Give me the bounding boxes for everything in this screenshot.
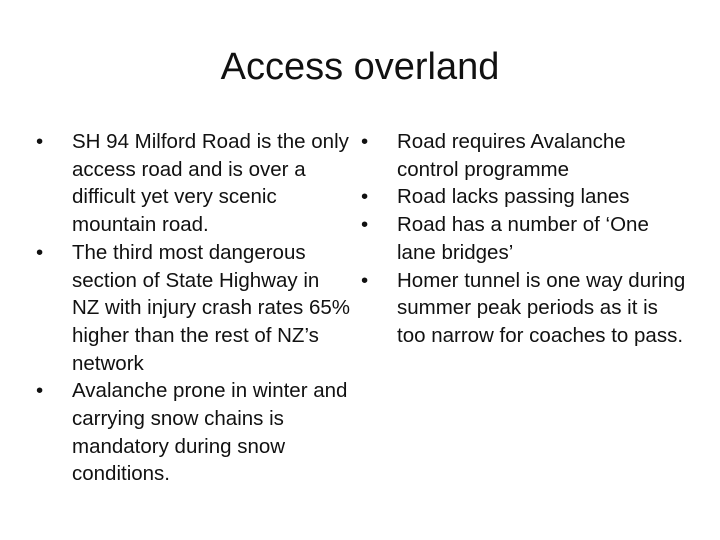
bullet-icon: •	[36, 130, 44, 153]
bullet-text: SH 94 Milford Road is the only access road and is over a difficult yet very scenic mountain road.	[72, 130, 349, 237]
bullet-icon: •	[36, 240, 44, 264]
bullet-text: The third most dangerous section of State Highway in NZ with injury crash rates 65% higher than the rest of NZ’s network	[72, 240, 350, 375]
bullet-icon: •	[361, 130, 369, 153]
bullet-icon: •	[361, 213, 369, 237]
slide-title: Access overland	[220, 46, 500, 88]
list-item	[36, 239, 351, 378]
bullet-text: Homer tunnel is one way during summer peak periods as it is too narrow for coaches to pass.	[397, 268, 686, 347]
list-item	[361, 128, 691, 183]
bullet-icon: •	[361, 268, 369, 292]
bullet-text: Road has a number of ‘One lane bridges’	[397, 213, 649, 264]
list-item	[36, 377, 351, 488]
left-bullet-list	[36, 128, 351, 488]
bullet-text: Road requires Avalanche control programme	[397, 130, 626, 181]
list-item	[361, 211, 691, 266]
bullet-text: Avalanche prone in winter and carrying snow chains is mandatory during snow conditions.	[72, 379, 348, 486]
list-item	[36, 128, 351, 239]
bullet-icon: •	[361, 185, 369, 209]
list-item	[361, 183, 691, 211]
bullet-icon: •	[36, 379, 44, 403]
list-item	[361, 267, 691, 350]
bullet-text: Road lacks passing lanes	[397, 185, 630, 209]
right-bullet-list	[361, 128, 691, 350]
